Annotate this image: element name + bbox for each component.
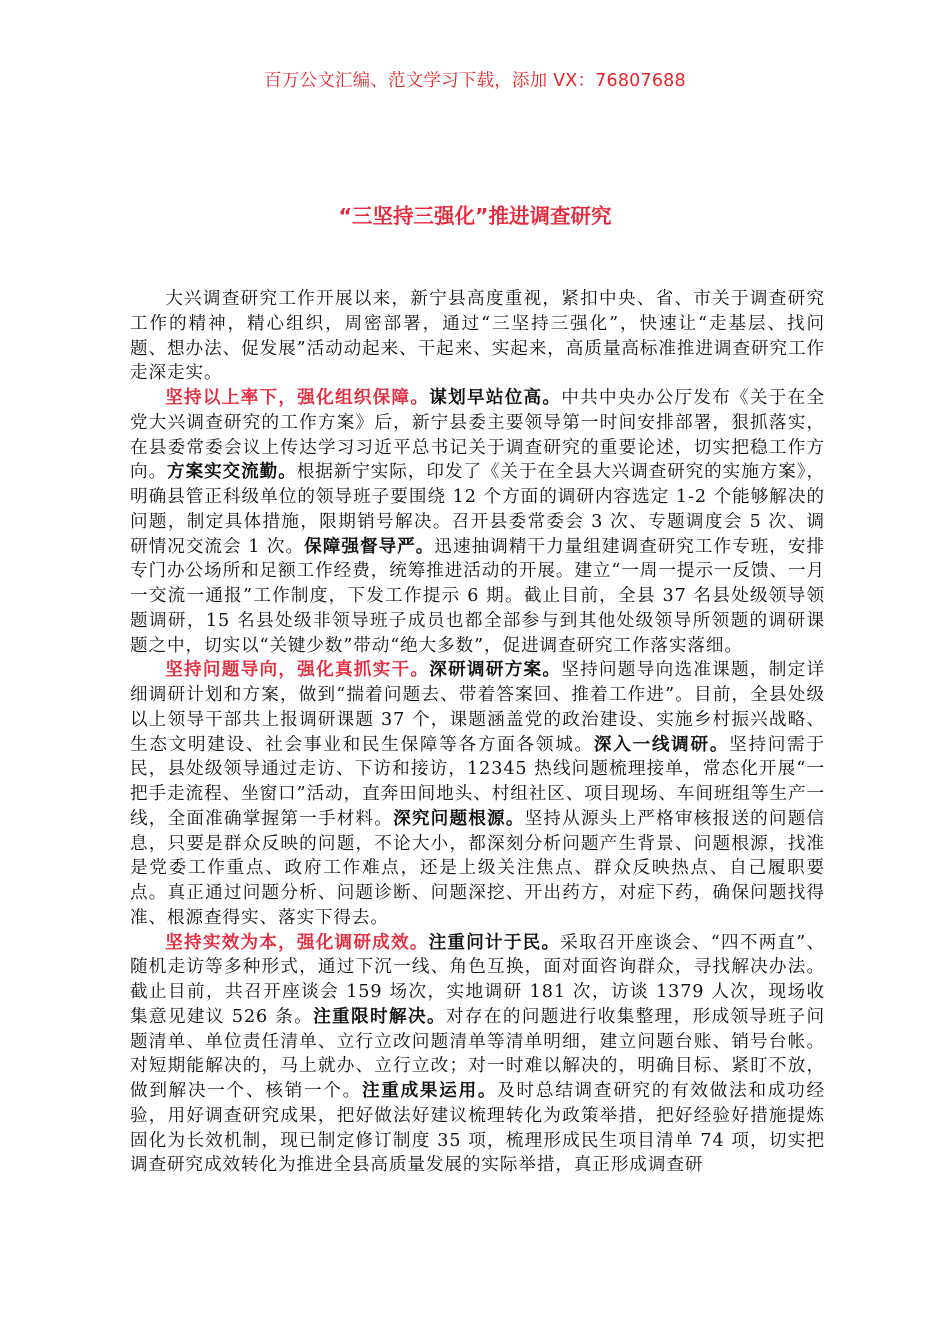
paragraph-text: 及时总结调查研究的有效做法和成功经验，用好调查研究成果，把好做法好建议梳理转化为政策举措，把好经验好措施提炼固化为长效机制，现已制定修订制度 35 项，梳理形成民生项目清单 74 项，切实把调查研究成效转化为推进全县高质量发展的实际举措，真正形成调查研	[130, 1081, 825, 1176]
subsection-heading: 谋划早站位高。	[429, 388, 562, 408]
paragraph-text: 坚持问题导向选准课题，制定详细调研计划和方案，做到“揣着问题去、带着答案回、推着工作进”。目前，全县处级以上领导干部共上报调研课题 37 个，课题涵盖党的政治建设、实施乡村振兴战略、生态文明建设、社会事业和民生保障等各方面各领城。	[130, 660, 825, 755]
subsection-heading: 深入一线调研。	[593, 734, 730, 755]
paragraph-organization	[130, 386, 825, 658]
paragraph-text: 大兴调查研究工作开展以来，新宁县高度重视，紧扣中央、省、市关于调查研究工作的精神，精心组织，周密部署，通过“三坚持三强化”，快速让“走基层、找问题、想办法、促发展”活动动起来、干起来、实起来，高质量高标准推进调查研究工作走深走实。	[130, 289, 825, 384]
paragraph-text: 采取召开座谈会、“四不两直”、随机走访等多种形式，通过下沉一线、角色互换，面对面咨询群众，寻找解决办法。截止目前，共召开座谈会 159 场次，实地调研 181 次，访谈 1379 人次，现场收集意见建议 526 条。	[130, 932, 825, 1027]
document-body	[130, 287, 825, 1178]
watermark-header: 百万公文汇编、范文学习下载，添加 VX：76807688	[264, 71, 686, 91]
paragraph-effectiveness	[130, 931, 825, 1179]
subsection-heading: 注重问计于民。	[428, 932, 561, 953]
paragraph-text: 根据新宁实际，印发了《关于在全县大兴调查研究的实施方案》，明确县管正科级单位的领导班子要围绕 12 个方面的调研内容选定 1-2 个能够解决的问题，制定具体措施，限期销号解决。召开县委常委会 3 次、专题调度会 5 次、调研情况交流会 1 次。	[130, 462, 825, 557]
paragraph-text: 中共中央办公厅发布《关于在全党大兴调查研究的工作方案》后，新宁县委主要领导第一时间安排部署，狠抓落实，在县委常委会议上传达学习习近平总书记关于调查研究的重要论述，切实把稳工作方向。	[130, 388, 825, 483]
subsection-heading: 深研调研方案。	[429, 660, 562, 681]
paragraph-text: 坚持从源头上严格审核报送的问题信息，只要是群众反映的问题，不论大小，都深刻分析问题产生背景、问题根源，找准是党委工作重点、政府工作难点，还是上级关注焦点、群众反映热点、自己履职要点。真正通过问题分析、问题诊断、问题深挖、开出药方，对症下药，确保问题找得准、根源查得实、落实下得去。	[130, 808, 825, 928]
section-heading: 坚持以上率下，强化组织保障。	[165, 388, 430, 408]
paragraph-text: 对存在的问题进行收集整理，形成领导班子问题清单、单位责任清单、立行立改问题清单等清单明细，建立问题台账、销号台帐。对短期能解决的，马上就办、立行立改；对一时难以解决的，明确目标、紧盯不放，做到解决一个、核销一个。	[130, 1006, 825, 1101]
paragraph-text: 迅速抽调精干力量组建调查研究工作专班，安排专门办公场所和足额工作经费，统筹推进活动的开展。建立“一周一提示一反馈、一月一交流一通报”工作制度，下发工作提示 6 期。截止目前，全县 37 名县处级领导领题调研，15 名县处级非领导班子成员也都全部参与到其他处级领导所领题的调研课题之中，切实以“关键少数”带动“绝大多数”，促进调查研究工作落实落细。	[130, 536, 826, 656]
subsection-heading: 深究问题根源。	[393, 808, 525, 829]
paragraph-problem-orientation	[130, 658, 825, 930]
subsection-heading: 注重成果运用。	[361, 1081, 498, 1101]
section-heading: 坚持实效为本，强化调研成效。	[165, 932, 429, 953]
subsection-heading: 保障强督导严。	[304, 536, 435, 557]
section-heading: 坚持问题导向，强化真抓实干。	[165, 660, 430, 681]
paragraph-intro	[130, 287, 825, 386]
paragraph-text: 坚持问需于民，县处级领导通过走访、下访和接访，12345 热线问题梳理接单，常态化开展“一把手走流程、坐窗口”活动，直奔田间地头、村组社区、项目现场、车间班组等生产一线，全面准确掌握第一手材料。	[130, 734, 825, 829]
subsection-heading: 注重限时解决。	[313, 1006, 446, 1027]
document-title: “三坚持三强化”推进调查研究	[338, 204, 612, 228]
subsection-heading: 方案实交流勤。	[167, 462, 297, 483]
